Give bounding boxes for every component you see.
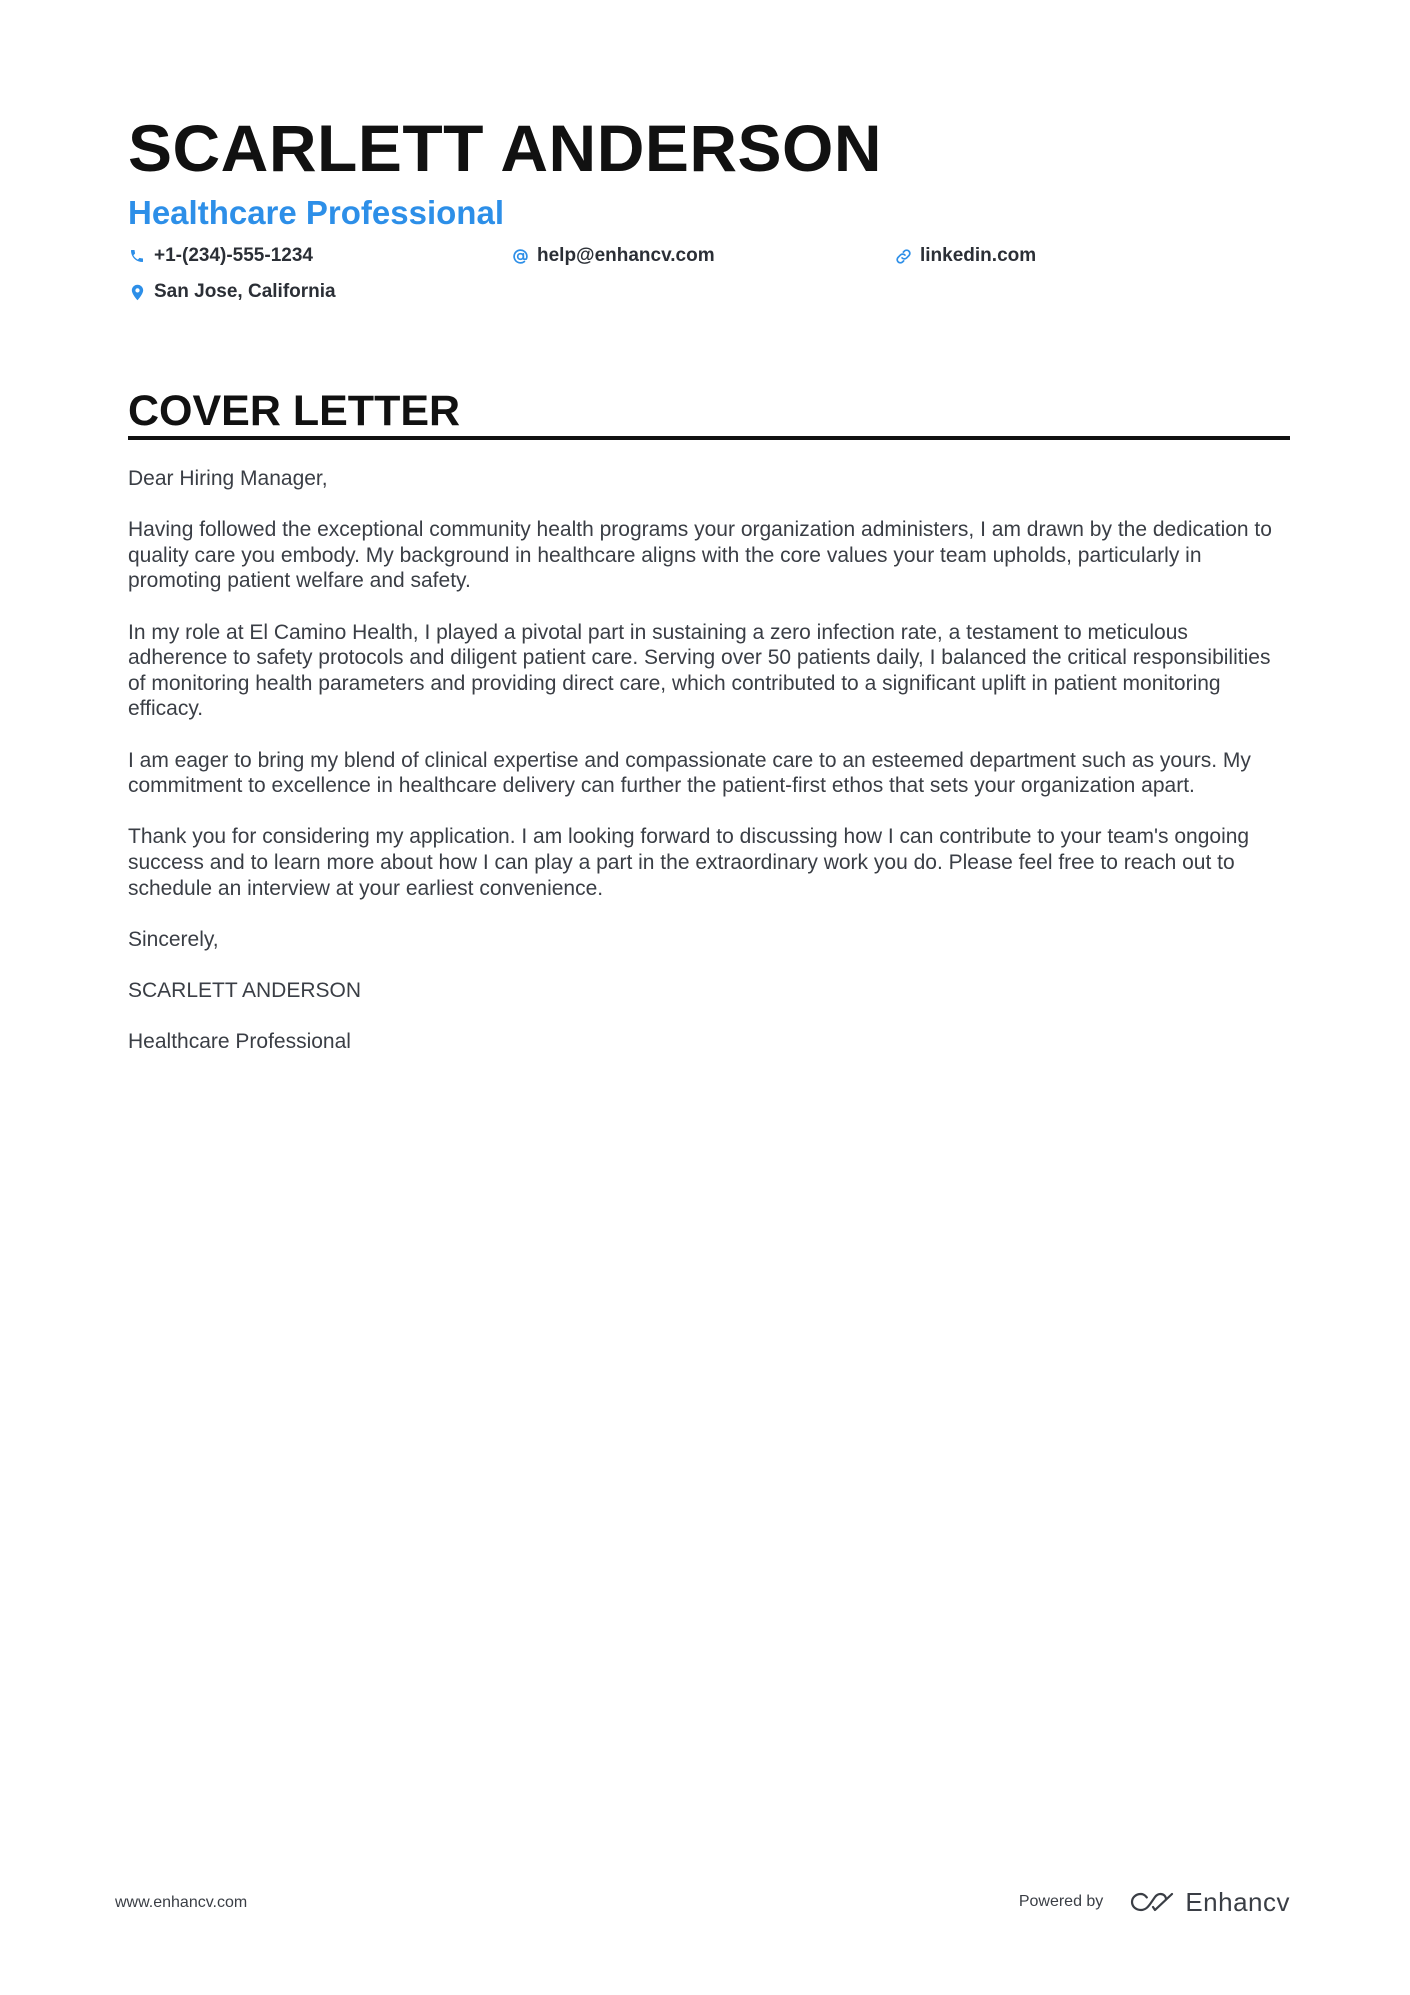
letter-body bbox=[128, 466, 1290, 1080]
letter-paragraph: Thank you for considering my application. I am looking forward to discussing how I can contribute to your team's ongoing success and to learn more about how I can play a part in the extraordinary work you do. Please feel free to reach out to schedule an interview at your earliest convenience. bbox=[128, 825, 1250, 900]
enhancv-logo-mark-icon bbox=[1129, 1890, 1175, 1914]
header bbox=[128, 108, 1290, 318]
section-divider bbox=[128, 436, 1290, 440]
candidate-title: Healthcare Professional bbox=[128, 194, 504, 231]
letter-paragraph: In my role at El Camino Health, I played a pivotal part in sustaining a zero infection rate, a testament to meticulous adherence to safety protocols and diligent patient care. Serving over 50 patients daily, I balanced the critical responsibilities of monitoring health parameters and providing direct care, which contributed to a significant uplift in patient monitoring efficacy. bbox=[128, 620, 1271, 721]
candidate-name: SCARLETT ANDERSON bbox=[128, 111, 883, 185]
enhancv-logo[interactable] bbox=[1129, 1887, 1290, 1918]
contact-linkedin[interactable] bbox=[894, 244, 1036, 268]
email-text: help@enhancv.com bbox=[537, 245, 715, 266]
link-icon bbox=[894, 247, 912, 265]
phone-icon bbox=[128, 247, 146, 265]
letter-paragraph: Having followed the exceptional community health programs your organization administers, I am drawn by the dedication to quality care you embody. My background in healthcare aligns with the core values your team upholds, particularly in promoting patient welfare and safety. bbox=[128, 518, 1272, 593]
section-title: COVER LETTER bbox=[128, 387, 461, 435]
brand-name: Enhancv bbox=[1185, 1886, 1290, 1917]
linkedin-text: linkedin.com bbox=[920, 245, 1037, 266]
contact-info bbox=[128, 244, 1290, 318]
contact-email[interactable] bbox=[511, 244, 715, 268]
contact-location bbox=[128, 280, 336, 304]
phone-text: +1-(234)-555-1234 bbox=[154, 245, 313, 266]
contact-phone bbox=[128, 244, 313, 268]
letter-paragraph: I am eager to bring my blend of clinical expertise and compassionate care to an esteemed department such as yours. My commitment to excellence in healthcare delivery can further the patient-first ethos that sets your organization apart. bbox=[128, 748, 1251, 798]
powered-by-text: Powered by bbox=[1018, 1893, 1104, 1910]
footer-website[interactable]: www.enhancv.com bbox=[115, 1894, 248, 1911]
signature-title: Healthcare Professional bbox=[128, 1030, 351, 1054]
signature-name: SCARLETT ANDERSON bbox=[128, 978, 361, 1002]
location-text: San Jose, California bbox=[154, 281, 336, 302]
at-icon bbox=[511, 247, 529, 265]
location-pin-icon bbox=[128, 283, 146, 301]
letter-greeting: Dear Hiring Manager, bbox=[128, 467, 328, 490]
letter-closing: Sincerely, bbox=[128, 927, 219, 951]
footer-branding bbox=[1019, 1882, 1290, 1922]
